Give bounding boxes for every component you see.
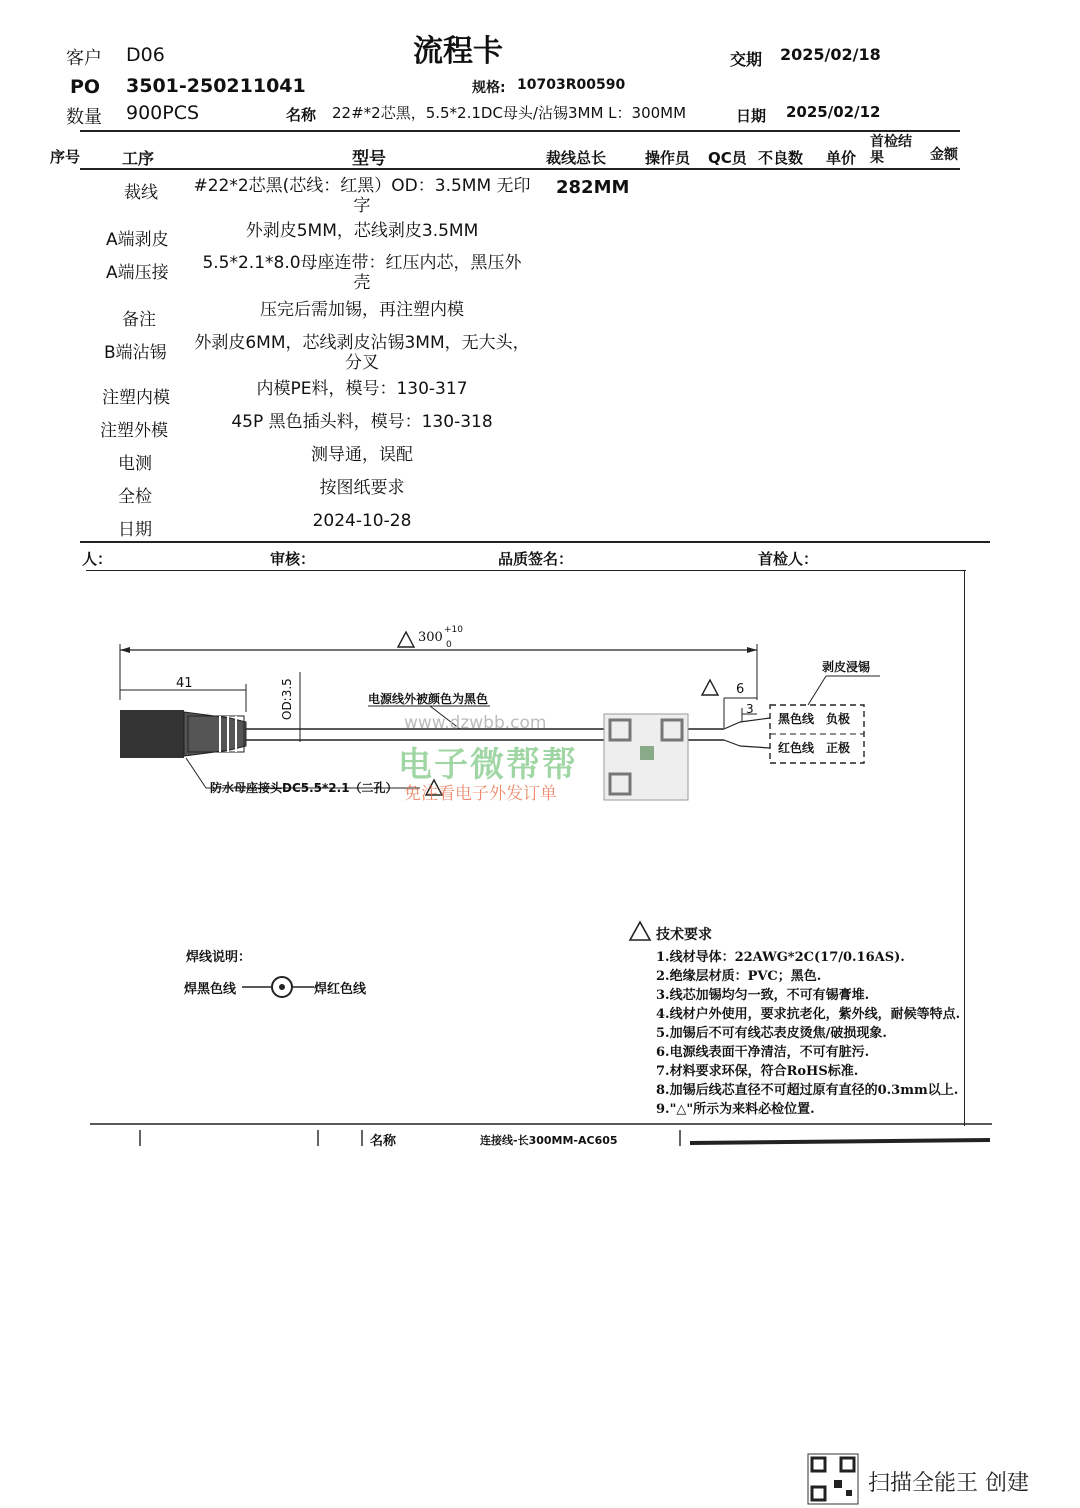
col-header-length: 裁线总长 (546, 149, 607, 167)
col-header-operator: 操作员 (645, 149, 691, 167)
sig-maker: 人： (82, 550, 113, 568)
tech-item: 8.加锡后线芯直径不可超过原有直径的0.3mm以上. (656, 1083, 959, 1098)
tech-title: 技术要求 (656, 927, 712, 943)
tech-item: 7.材料要求环保，符合RoHS标准. (656, 1064, 859, 1079)
tech-item: 4.线材户外使用，要求抗老化，紫外线，耐候等特点. (656, 1007, 961, 1022)
row-step: 日期 (118, 520, 152, 540)
row-length: 282MM (556, 177, 630, 198)
row-step: A端压接 (106, 263, 169, 283)
col-header-first-check: 首检结果 (870, 134, 912, 166)
col-header-model: 型号 (352, 149, 386, 169)
watermark-subtitle: 免注看电子外发订单 (404, 784, 557, 804)
col-header-amount: 金额 (930, 147, 958, 163)
row-spec: 按图纸要求 (319, 478, 405, 498)
scanner-app-label: 扫描全能王 创建 (868, 1471, 1029, 1496)
row-step: 备注 (122, 310, 156, 330)
tech-item: 3.线芯加锡均匀一致，不可有锡膏堆. (656, 988, 870, 1003)
solder-title: 焊线说明： (186, 950, 252, 965)
row-spec: 压完后需加锡，再注塑内模 (260, 300, 464, 320)
solder-left-label: 焊黑色线 (184, 982, 237, 997)
page-title: 流程卡 (413, 34, 503, 69)
dim-3: 3 (746, 702, 754, 716)
black-wire-label: 黑色线 (778, 712, 815, 726)
col-header-price: 单价 (826, 149, 857, 167)
tech-item: 5.加锡后不可有线芯表皮烫焦/破损现象. (656, 1026, 887, 1041)
sig-first-check: 首检人： (758, 550, 819, 568)
col-header-step: 工序 (122, 149, 155, 168)
col-header-index: 序号 (50, 148, 81, 166)
row-step: 注塑外模 (100, 421, 168, 441)
qty-label: 数量 (66, 107, 102, 128)
dim-41: 41 (176, 676, 193, 691)
row-step: 裁线 (124, 183, 158, 203)
dim-tolerance-upper: +10 (444, 625, 463, 635)
row-spec: #22*2芯黑(芯线：红黑）OD：3.5MM 无印字 (193, 176, 531, 216)
tech-item: 6.电源线表面干净清洁，不可有脏污. (656, 1045, 870, 1060)
positive-label: 正极 (826, 741, 851, 755)
row-spec: 外剥皮6MM，芯线剥皮沾锡3MM，无大头，分叉 (194, 333, 530, 373)
row-spec: 测导通，误配 (311, 445, 413, 465)
watermark-brand: 电子微帮帮 (398, 745, 578, 785)
col-header-qc: QC员 (708, 149, 747, 167)
qty-value: 900PCS (126, 102, 200, 124)
col-header-defects: 不良数 (758, 149, 804, 167)
due-label: 交期 (730, 50, 763, 69)
po-value: 3501-250211041 (126, 75, 306, 97)
customer-label: 客户 (66, 48, 102, 69)
connector-note: 防水母座接头DC5.5*2.1（二孔） (210, 781, 398, 795)
date-value: 2025/02/12 (786, 103, 881, 121)
sig-review: 审核： (270, 550, 316, 568)
dim-6: 6 (736, 682, 745, 697)
dim-tolerance-lower: 0 (446, 640, 452, 650)
row-step: A端剥皮 (106, 230, 169, 250)
solder-right-label: 焊红色线 (314, 982, 367, 997)
date-label: 日期 (736, 107, 767, 125)
spec-label: 规格: (472, 80, 506, 96)
cable-color-note: 电源线外被颜色为黑色 (368, 692, 489, 706)
dim-total-length: 300 (418, 630, 443, 645)
watermark-url: www.dzwbb.com (404, 713, 547, 733)
spec-value: 10703R00590 (517, 77, 626, 93)
customer-value: D06 (126, 44, 165, 66)
negative-label: 负极 (826, 712, 851, 726)
due-value: 2025/02/18 (780, 45, 881, 64)
sig-quality: 品质签名： (498, 550, 574, 568)
strip-tin-note: 剥皮浸锡 (822, 660, 871, 674)
row-step: 电测 (118, 454, 152, 474)
row-spec: 45P 黑色插头料，模号：130-318 (231, 412, 493, 432)
name-value: 22#*2芯黑，5.5*2.1DC母头/沾锡3MM L：300MM (332, 104, 687, 122)
row-step: 注塑内模 (102, 388, 170, 408)
red-wire-label: 红色线 (778, 741, 815, 755)
titleblock-name-value: 连接线-长300MM-AC605 (480, 1134, 618, 1147)
po-label: PO (70, 76, 101, 98)
row-spec: 内模PE料，模号：130-317 (256, 379, 468, 399)
row-spec: 5.5*2.1*8.0母座连带：红压内芯，黑压外壳 (202, 253, 522, 293)
row-step: B端沾锡 (104, 343, 167, 363)
tech-item: 9."△"所示为来料必检位置. (656, 1102, 815, 1117)
name-label: 名称 (286, 106, 317, 124)
dim-od: OD:3.5 (280, 678, 294, 720)
titleblock-name-label: 名称 (370, 1134, 397, 1149)
tech-item: 2.绝缘层材质：PVC；黑色. (656, 969, 822, 984)
row-spec: 外剥皮5MM，芯线剥皮3.5MM (245, 221, 479, 241)
row-step: 全检 (118, 487, 152, 507)
row-spec: 2024-10-28 (312, 511, 412, 531)
tech-item: 1.线材导体：22AWG*2C(17/0.16AS). (656, 950, 905, 965)
